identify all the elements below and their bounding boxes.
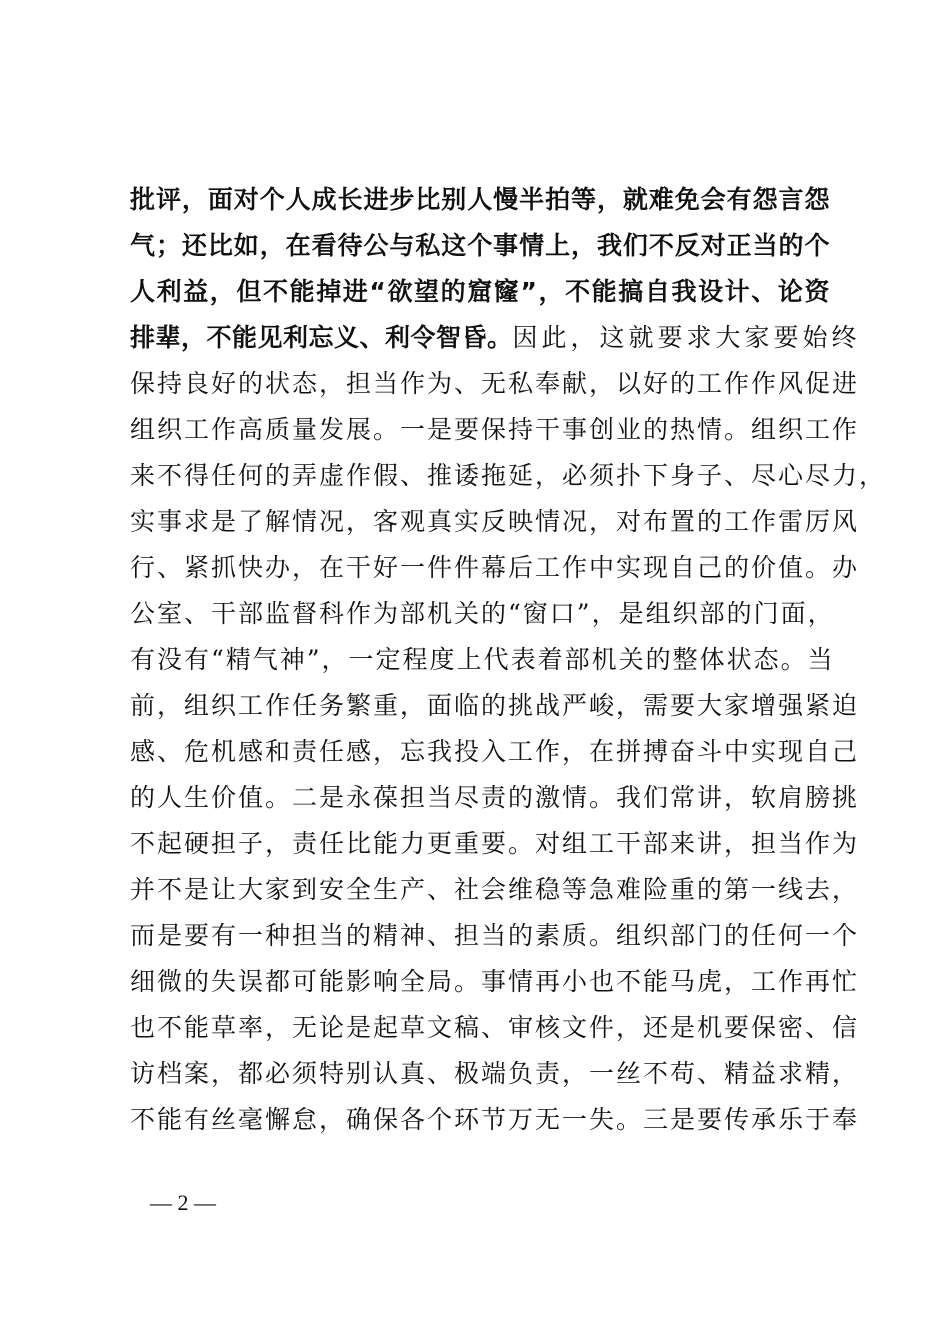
text-line: 的人生价值。二是永葆担当尽责的激情。我们常讲，软肩膀挑 (130, 783, 860, 812)
text-line: 气；还比如，在看待公与私这个事情上，我们不反对正当的个 (130, 231, 830, 260)
text-line: 不能有丝毫懈怠，确保各个环节万无一失。三是要传承乐于奉 (130, 1105, 860, 1134)
text-line: 组织工作高质量发展。一是要保持干事创业的热情。组织工作 (130, 415, 860, 444)
text-line: 而是要有一种担当的精神、担当的素质。组织部门的任何一个 (130, 921, 860, 950)
text-line: 不起硬担子，责任比能力更重要。对组工干部来讲，担当作为 (130, 829, 860, 858)
text-line: 前，组织工作任务繁重，面临的挑战严峻，需要大家增强紧迫 (130, 691, 860, 720)
text-line: 访档案，都必须特别认真、极端负责，一丝不苟、精益求精， (130, 1059, 860, 1088)
text-line: 来不得任何的弄虚作假、推诿拖延，必须扑下身子、尽心尽力， (130, 461, 887, 490)
text-line: 也不能草率，无论是起草文稿、审核文件，还是机要保密、信 (130, 1013, 860, 1042)
normal-segment: 因此，这就要求大家要始终 (512, 323, 861, 352)
text-line: 实事求是了解情况，客观真实反映情况，对布置的工作雷厉风 (130, 507, 860, 536)
bold-segment: 排辈，不能见利忘义、利令智昏。 (130, 323, 513, 352)
text-line: 批评，面对个人成长进步比别人慢半拍等，就难免会有怨言怨 (130, 185, 830, 214)
page-number: — 2 — (150, 1190, 216, 1215)
text-line: 保持良好的状态，担当作为、无私奉献，以好的工作作风促进 (130, 369, 860, 398)
text-line: 细微的失误都可能影响全局。事情再小也不能马虎，工作再忙 (130, 967, 860, 996)
text-line: 有没有“精气神”，一定程度上代表着部机关的整体状态。当 (130, 645, 835, 674)
text-line-mixed (130, 318, 861, 358)
text-line: 感、危机感和责任感，忘我投入工作，在拼搏奋斗中实现自己 (130, 737, 860, 766)
text-line: 并不是让大家到安全生产、社会维稳等急难险重的第一线去， (130, 875, 860, 904)
text-line: 行、紧抓快办，在干好一件件幕后工作中实现自己的价值。办 (130, 553, 860, 582)
text-line: 人利益，但不能掉进“欲望的窟窿”，不能搞自我设计、论资 (130, 277, 830, 306)
text-line: 公室、干部监督科作为部机关的“窗口”，是组织部的门面， (130, 599, 835, 628)
